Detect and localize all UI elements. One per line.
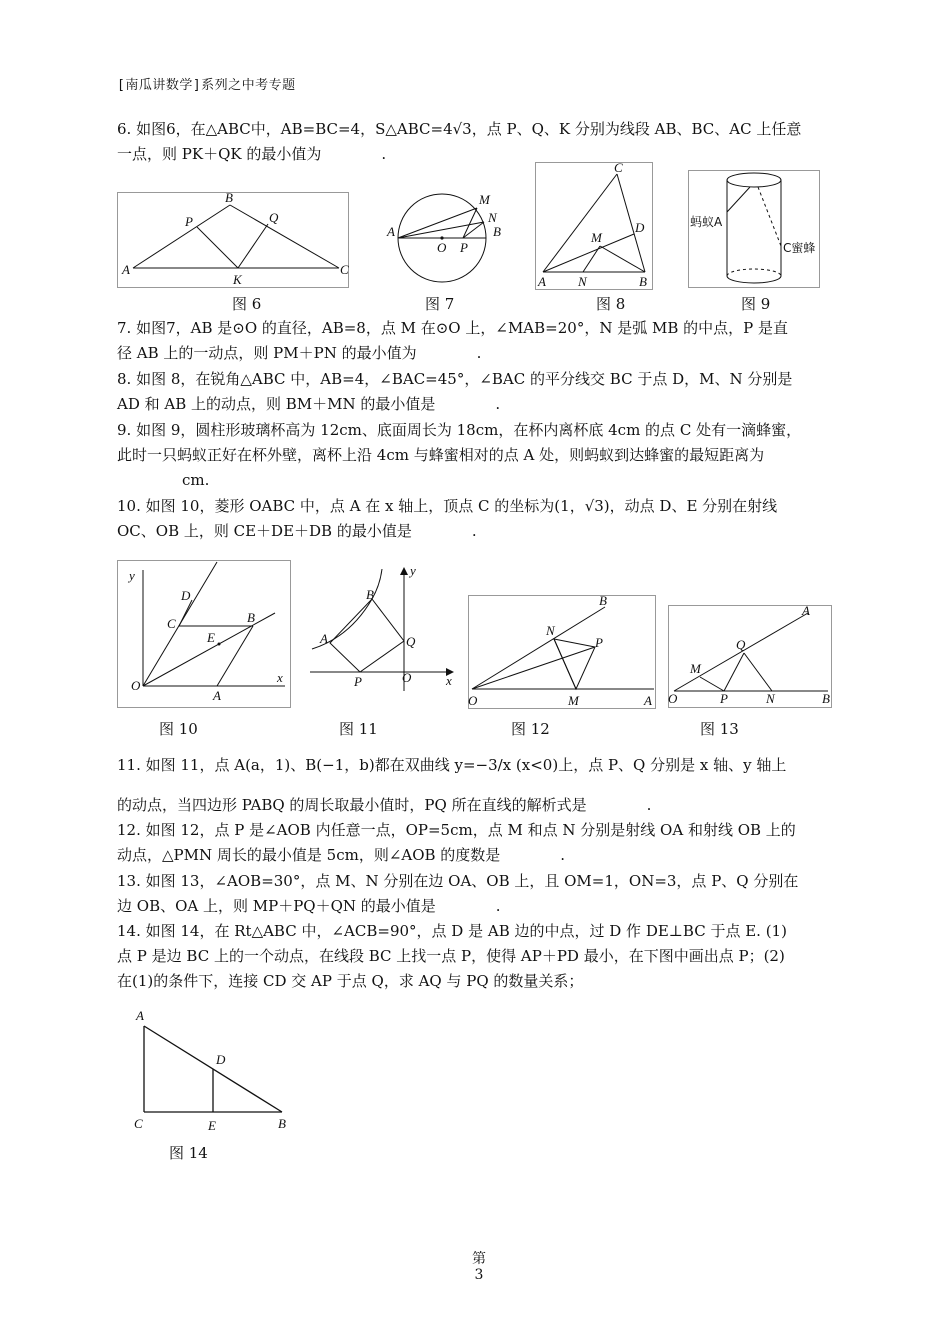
svg-text:N: N (766, 691, 775, 706)
svg-text:A: A (802, 605, 810, 618)
q9-line3: cm. (182, 471, 210, 489)
caption-fig9: 图 9 (741, 295, 771, 313)
svg-text:x: x (277, 670, 283, 685)
caption-fig7: 图 7 (425, 295, 455, 313)
caption-fig6: 图 6 (232, 295, 262, 313)
svg-text:P: P (354, 674, 362, 689)
q14-line3: 在(1)的条件下，连接 CD 交 AP 于点 Q，求 AQ 与 PQ 的数量关系； (117, 972, 584, 990)
svg-text:M: M (690, 661, 701, 676)
svg-text:Q: Q (736, 637, 746, 652)
fig9-honey-label: C蜜蜂 (783, 241, 816, 255)
svg-text:E: E (208, 1118, 216, 1133)
svg-text:y: y (129, 568, 135, 583)
svg-text:Q: Q (269, 210, 279, 225)
svg-text:A: A (644, 693, 652, 708)
svg-text:A: A (387, 224, 395, 239)
q12-line2: 动点，△PMN 周长的最小值是 5cm，则∠AOB 的度数是 . (117, 846, 566, 864)
svg-text:B: B (822, 691, 830, 706)
q8-line1: 8. 如图 8，在锐角△ABC 中，AB=4，∠BAC=45°，∠BAC 的平分线交 BC 于点 D，M、N 分别是 (117, 370, 793, 388)
svg-text:Q: Q (406, 634, 416, 649)
figure-6 (117, 192, 349, 288)
q14-line2: 点 P 是边 BC 上的一个动点，在线段 BC 上找一点 P，使得 AP＋PD 最小，在下图中画出点 P；(2) (117, 947, 785, 965)
page-header: [南瓜讲数学]系列之中考专题 (117, 78, 296, 93)
svg-text:C: C (614, 162, 623, 175)
svg-text:O: O (402, 670, 412, 685)
q11-line2: 的动点，当四边形 PABQ 的周长取最小值时，PQ 所在直线的解析式是 . (117, 796, 652, 814)
q6-line2: 一点，则 PK＋QK 的最小值为 . (117, 145, 387, 163)
figure-8 (535, 162, 653, 290)
q13-line2: 边 OB、OA 上，则 MP＋PQ＋QN 的最小值是 . (117, 897, 501, 915)
svg-text:K: K (233, 272, 242, 287)
caption-fig13: 图 13 (700, 720, 739, 738)
svg-text:C: C (134, 1116, 143, 1131)
svg-text:O: O (437, 240, 447, 255)
figure-13 (668, 605, 832, 708)
q9-line2: 此时一只蚂蚁正好在杯外壁，离杯上沿 4cm 与蜂蜜相对的点 A 处，则蚂蚁到达蜂蜜的最短距离为 (117, 446, 765, 464)
svg-text:P: P (460, 240, 468, 255)
svg-text:B: B (278, 1116, 286, 1131)
svg-text:B: B (639, 274, 647, 289)
q14-line1: 14. 如图 14，在 Rt△ABC 中，∠ACB=90°，点 D 是 AB 边的中点，过 D 作 DE⊥BC 于点 E. (1) (117, 922, 787, 940)
svg-text:A: A (122, 262, 130, 277)
svg-text:B: B (225, 192, 233, 205)
caption-fig10: 图 10 (159, 720, 198, 738)
caption-fig12: 图 12 (511, 720, 550, 738)
q10-line1: 10. 如图 10，菱形 OABC 中，点 A 在 x 轴上，顶点 C 的坐标为(1，√3)，动点 D、E 分别在射线 (117, 497, 778, 515)
caption-fig11: 图 11 (339, 720, 378, 738)
figure-9 (688, 170, 820, 288)
svg-text:P: P (595, 635, 603, 650)
svg-text:O: O (668, 691, 678, 706)
figure-7 (385, 192, 505, 288)
svg-text:B: B (247, 610, 255, 625)
svg-text:P: P (185, 214, 193, 229)
fig9-ant-label: 蚂蚁A (690, 215, 723, 229)
svg-text:E: E (207, 630, 215, 645)
svg-text:M: M (479, 192, 490, 207)
svg-text:P: P (720, 691, 728, 706)
svg-text:C: C (340, 262, 349, 277)
svg-text:N: N (578, 274, 587, 289)
page-number: 3 (474, 1267, 484, 1283)
svg-text:B: B (366, 587, 374, 602)
svg-text:D: D (181, 588, 191, 603)
svg-text:A: A (213, 688, 221, 703)
page-label: 第 (472, 1251, 486, 1267)
q12-line1: 12. 如图 12，点 P 是∠AOB 内任意一点，OP=5cm，点 M 和点 N 分别是射线 OA 和射线 OB 上的 (117, 821, 796, 839)
q8-line2: AD 和 AB 上的动点，则 BM＋MN 的最小值是 . (117, 395, 501, 413)
svg-text:D: D (216, 1052, 226, 1067)
svg-text:A: A (538, 274, 546, 289)
svg-text:A: A (320, 631, 328, 646)
svg-text:M: M (568, 693, 579, 708)
q7-line1: 7. 如图7，AB 是⊙O 的直径，AB=8，点 M 在⊙O 上，∠MAB=20°，N 是弧 MB 的中点，P 是直 (117, 319, 788, 337)
caption-fig14: 图 14 (169, 1144, 208, 1162)
svg-text:C: C (167, 616, 176, 631)
q7-line2: 径 AB 上的一动点，则 PM＋PN 的最小值为 . (117, 344, 482, 362)
svg-text:B: B (493, 224, 501, 239)
svg-text:M: M (591, 230, 602, 245)
svg-text:B: B (599, 595, 607, 608)
q9-line1: 9. 如图 9，圆柱形玻璃杯高为 12cm、底面周长为 18cm，在杯内离杯底 4cm 的点 C 处有一滴蜂蜜， (117, 421, 802, 439)
svg-text:O: O (468, 693, 478, 708)
q6-line1: 6. 如图6，在△ABC中，AB=BC=4，S△ABC=4√3，点 P、Q、K 分别为线段 AB、BC、AC 上任意 (117, 120, 802, 138)
svg-text:x: x (446, 673, 452, 688)
q13-line1: 13. 如图 13，∠AOB=30°，点 M、N 分别在边 OA、OB 上，且 OM=1，ON=3，点 P、Q 分别在 (117, 872, 799, 890)
figure-11 (310, 565, 456, 695)
svg-text:y: y (410, 565, 416, 578)
svg-text:D: D (635, 220, 645, 235)
figure-12 (468, 595, 656, 709)
caption-fig8: 图 8 (596, 295, 626, 313)
svg-text:N: N (546, 623, 555, 638)
figure-10 (117, 560, 291, 708)
svg-text:O: O (131, 678, 141, 693)
svg-text:N: N (488, 210, 497, 225)
q10-line2: OC、OB 上，则 CE＋DE＋DB 的最小值是 . (117, 522, 477, 540)
q11-line1: 11. 如图 11，点 A(a，1)、B(−1，b)都在双曲线 y=−3/x (x<0)上，点 P、Q 分别是 x 轴、y 轴上 (117, 756, 787, 774)
figure-14 (128, 1006, 298, 1134)
svg-text:A: A (136, 1008, 144, 1023)
